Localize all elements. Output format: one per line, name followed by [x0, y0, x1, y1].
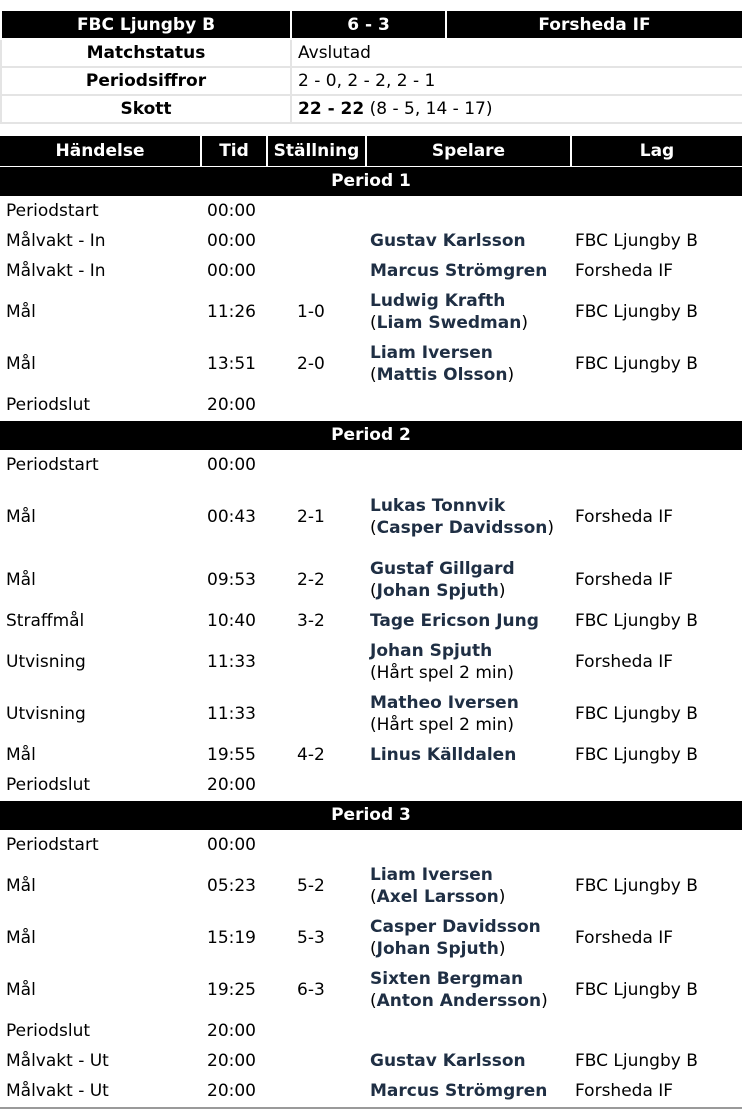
event-score: 2-1	[297, 507, 325, 527]
event-team	[571, 770, 742, 800]
event-score	[267, 1076, 366, 1106]
events-body	[0, 166, 742, 1106]
event-score	[267, 636, 366, 688]
player-link[interactable]: Ludwig Krafth	[370, 291, 506, 311]
away-team: Forsheda IF	[446, 11, 742, 39]
event-time: 00:43	[207, 507, 256, 527]
event-time: 13:51	[207, 354, 256, 374]
event-row	[0, 554, 742, 606]
event-time: 05:23	[207, 876, 256, 896]
event-time: 15:19	[207, 928, 256, 948]
event-player	[366, 226, 571, 256]
event-player	[366, 830, 571, 860]
event-team	[571, 830, 742, 860]
event-type: Utvisning	[6, 652, 86, 672]
event-type: Mål	[6, 507, 36, 527]
event-score	[267, 1046, 366, 1076]
period-title: Period 3	[0, 800, 742, 830]
player-link[interactable]: Gustav Karlsson	[370, 231, 526, 251]
column-header-player: Spelare	[366, 136, 571, 166]
event-row	[0, 964, 742, 1016]
event-team: FBC Ljungby B	[575, 231, 698, 251]
event-row	[0, 606, 742, 636]
event-team: Forsheda IF	[575, 570, 674, 590]
event-team: FBC Ljungby B	[575, 302, 698, 322]
event-player	[366, 1076, 571, 1106]
assist-player-link[interactable]: Mattis Olsson	[376, 365, 508, 385]
shots-total: 22 - 22	[298, 99, 365, 119]
event-time: 00:00	[207, 261, 256, 281]
event-team: Forsheda IF	[575, 928, 674, 948]
event-team: Forsheda IF	[575, 507, 674, 527]
event-team: FBC Ljungby B	[575, 745, 698, 765]
assist-player-link[interactable]: Axel Larsson	[376, 887, 499, 907]
event-time: 11:33	[207, 652, 256, 672]
event-type: Periodstart	[6, 835, 99, 855]
event-team: FBC Ljungby B	[575, 704, 698, 724]
event-score	[267, 770, 366, 800]
event-type: Periodstart	[6, 455, 99, 475]
event-time: 09:53	[207, 570, 256, 590]
event-player: Gustaf Gillgard (Johan Spjuth)	[370, 559, 515, 601]
event-time: 00:00	[207, 835, 256, 855]
final-score: 6 - 3	[291, 11, 446, 39]
player-link[interactable]: Matheo Iversen	[370, 693, 519, 713]
column-header-team: Lag	[571, 136, 742, 166]
event-player	[366, 770, 571, 800]
event-score	[267, 688, 366, 740]
event-row	[0, 286, 742, 338]
event-time: 11:26	[207, 302, 256, 322]
assist-player-link[interactable]: Casper Davidsson	[376, 518, 548, 538]
event-score: 2-2	[297, 570, 325, 590]
event-player	[366, 740, 571, 770]
teams-row	[1, 11, 742, 39]
event-row	[0, 688, 742, 740]
event-type: Mål	[6, 354, 36, 374]
event-type: Mål	[6, 928, 36, 948]
event-row	[0, 1046, 742, 1076]
event-type: Utvisning	[6, 704, 86, 724]
event-player	[366, 390, 571, 420]
event-team	[571, 1016, 742, 1046]
assist-player-link[interactable]: Johan Spjuth	[376, 581, 499, 601]
event-row	[0, 636, 742, 688]
player-link[interactable]: Sixten Bergman	[370, 969, 524, 989]
event-team	[571, 196, 742, 226]
event-team: FBC Ljungby B	[575, 1051, 698, 1071]
player-link[interactable]: Gustav Karlsson	[370, 1051, 526, 1071]
event-row	[0, 196, 742, 226]
bottom-divider	[0, 1107, 742, 1109]
event-time: 10:40	[207, 611, 256, 631]
player-link[interactable]: Tage Ericson Jung	[370, 611, 539, 631]
period-header-row	[0, 420, 742, 450]
event-player: Liam Iversen (Axel Larsson)	[370, 865, 506, 907]
event-team	[571, 450, 742, 480]
event-row	[0, 338, 742, 390]
event-team: Forsheda IF	[575, 652, 674, 672]
assist-player-link[interactable]: Anton Andersson	[376, 991, 542, 1011]
event-row	[0, 912, 742, 964]
event-type: Periodslut	[6, 394, 91, 415]
player-link[interactable]: Casper Davidsson	[370, 917, 541, 937]
event-row	[0, 1076, 742, 1106]
event-time: 19:25	[207, 980, 256, 1000]
event-player: Casper Davidsson (Johan Spjuth)	[370, 917, 541, 959]
match-summary-table	[0, 11, 742, 124]
player-link[interactable]: Johan Spjuth	[370, 641, 493, 661]
event-type: Mål	[6, 570, 36, 590]
period-scores-value: 2 - 0, 2 - 2, 2 - 1	[298, 71, 436, 91]
event-row	[0, 226, 742, 256]
event-player	[366, 256, 571, 286]
period-header-row	[0, 166, 742, 196]
event-team: Forsheda IF	[575, 261, 674, 281]
event-type: Periodstart	[6, 201, 99, 221]
event-row	[0, 450, 742, 480]
event-time: 20:00	[207, 394, 256, 415]
event-score	[267, 390, 366, 420]
event-score: 5-2	[297, 876, 325, 896]
event-score	[267, 256, 366, 286]
event-type: Mål	[6, 980, 36, 1000]
event-type: Mål	[6, 876, 36, 896]
period-title: Period 1	[0, 166, 742, 196]
period-title: Period 2	[0, 420, 742, 450]
event-type: Målvakt - In	[6, 231, 106, 251]
event-score: 2-0	[297, 354, 325, 374]
event-team: FBC Ljungby B	[575, 980, 698, 1000]
event-type: Straffmål	[6, 611, 85, 631]
event-score	[267, 830, 366, 860]
event-score: 3-2	[297, 611, 325, 631]
event-team	[571, 390, 742, 420]
event-time: 00:00	[207, 201, 256, 221]
home-team: FBC Ljungby B	[1, 11, 291, 39]
event-team: FBC Ljungby B	[575, 354, 698, 374]
event-row	[0, 830, 742, 860]
event-type: Mål	[6, 302, 36, 322]
event-player: Johan Spjuth (Hårt spel 2 min)	[370, 641, 515, 683]
event-time: 20:00	[207, 1021, 256, 1041]
summary-row-shots	[1, 95, 742, 123]
event-score: 1-0	[297, 302, 325, 322]
penalty-note: Hårt spel 2 min	[376, 663, 508, 683]
player-link[interactable]: Marcus Strömgren	[370, 1081, 548, 1101]
event-score	[267, 450, 366, 480]
event-score: 5-3	[297, 928, 325, 948]
event-type: Målvakt - In	[6, 261, 106, 281]
summary-label: Skott	[1, 95, 291, 123]
event-time: 19:55	[207, 745, 256, 765]
assist-player-link[interactable]: Johan Spjuth	[376, 939, 499, 959]
event-time: 00:00	[207, 455, 256, 475]
summary-value	[291, 39, 742, 67]
event-player	[366, 1046, 571, 1076]
player-link[interactable]: Linus Källdalen	[370, 745, 517, 765]
period-header-row	[0, 800, 742, 830]
event-player	[366, 196, 571, 226]
event-type: Målvakt - Ut	[6, 1081, 109, 1101]
event-time: 20:00	[207, 1051, 256, 1071]
event-time: 11:33	[207, 704, 256, 724]
event-player: Matheo Iversen (Hårt spel 2 min)	[370, 693, 519, 735]
event-type: Periodslut	[6, 774, 91, 795]
event-score: 4-2	[297, 745, 325, 765]
event-player: Liam Iversen (Mattis Olsson)	[370, 343, 515, 385]
summary-row-status	[1, 39, 742, 67]
column-header-event: Händelse	[0, 136, 201, 166]
event-row	[0, 480, 742, 554]
player-link[interactable]: Gustaf Gillgard	[370, 559, 515, 579]
event-score	[267, 196, 366, 226]
event-score	[267, 226, 366, 256]
event-score: 6-3	[297, 980, 325, 1000]
event-row	[0, 770, 742, 800]
events-header-row	[0, 136, 742, 166]
event-team: FBC Ljungby B	[575, 611, 698, 631]
event-time: 20:00	[207, 1081, 256, 1101]
assist-player-link[interactable]: Liam Swedman	[376, 313, 522, 333]
event-score	[267, 1016, 366, 1046]
event-row	[0, 390, 742, 420]
player-link[interactable]: Liam Iversen	[370, 865, 493, 885]
player-link[interactable]: Liam Iversen	[370, 343, 493, 363]
event-team: Forsheda IF	[575, 1081, 674, 1101]
event-row	[0, 860, 742, 912]
event-row	[0, 740, 742, 770]
event-type: Periodslut	[6, 1021, 91, 1041]
event-team: FBC Ljungby B	[575, 876, 698, 896]
event-player	[366, 450, 571, 480]
events-table	[0, 136, 742, 1106]
player-link[interactable]: Marcus Strömgren	[370, 261, 548, 281]
summary-label: Matchstatus	[1, 39, 291, 67]
player-link[interactable]: Lukas Tonnvik	[370, 496, 506, 516]
match-status-value: Avslutad	[298, 43, 371, 63]
event-time: 00:00	[207, 231, 256, 251]
event-player	[366, 1016, 571, 1046]
event-player: Lukas Tonnvik (Casper Davidsson)	[370, 496, 555, 538]
penalty-note: Hårt spel 2 min	[376, 715, 508, 735]
summary-label: Periodsiffror	[1, 67, 291, 95]
summary-row-periods	[1, 67, 742, 95]
event-player: Sixten Bergman (Anton Andersson)	[370, 969, 548, 1011]
event-time: 20:00	[207, 774, 256, 795]
summary-value	[291, 67, 742, 95]
shots-by-period: (8 - 5, 14 - 17)	[364, 99, 493, 119]
event-player	[366, 606, 571, 636]
event-row	[0, 256, 742, 286]
column-header-score: Ställning	[267, 136, 366, 166]
event-player: Ludwig Krafth (Liam Swedman)	[370, 291, 528, 333]
event-type: Mål	[6, 745, 36, 765]
column-header-time: Tid	[201, 136, 267, 166]
event-row	[0, 1016, 742, 1046]
summary-value	[291, 95, 742, 123]
event-type: Målvakt - Ut	[6, 1051, 109, 1071]
